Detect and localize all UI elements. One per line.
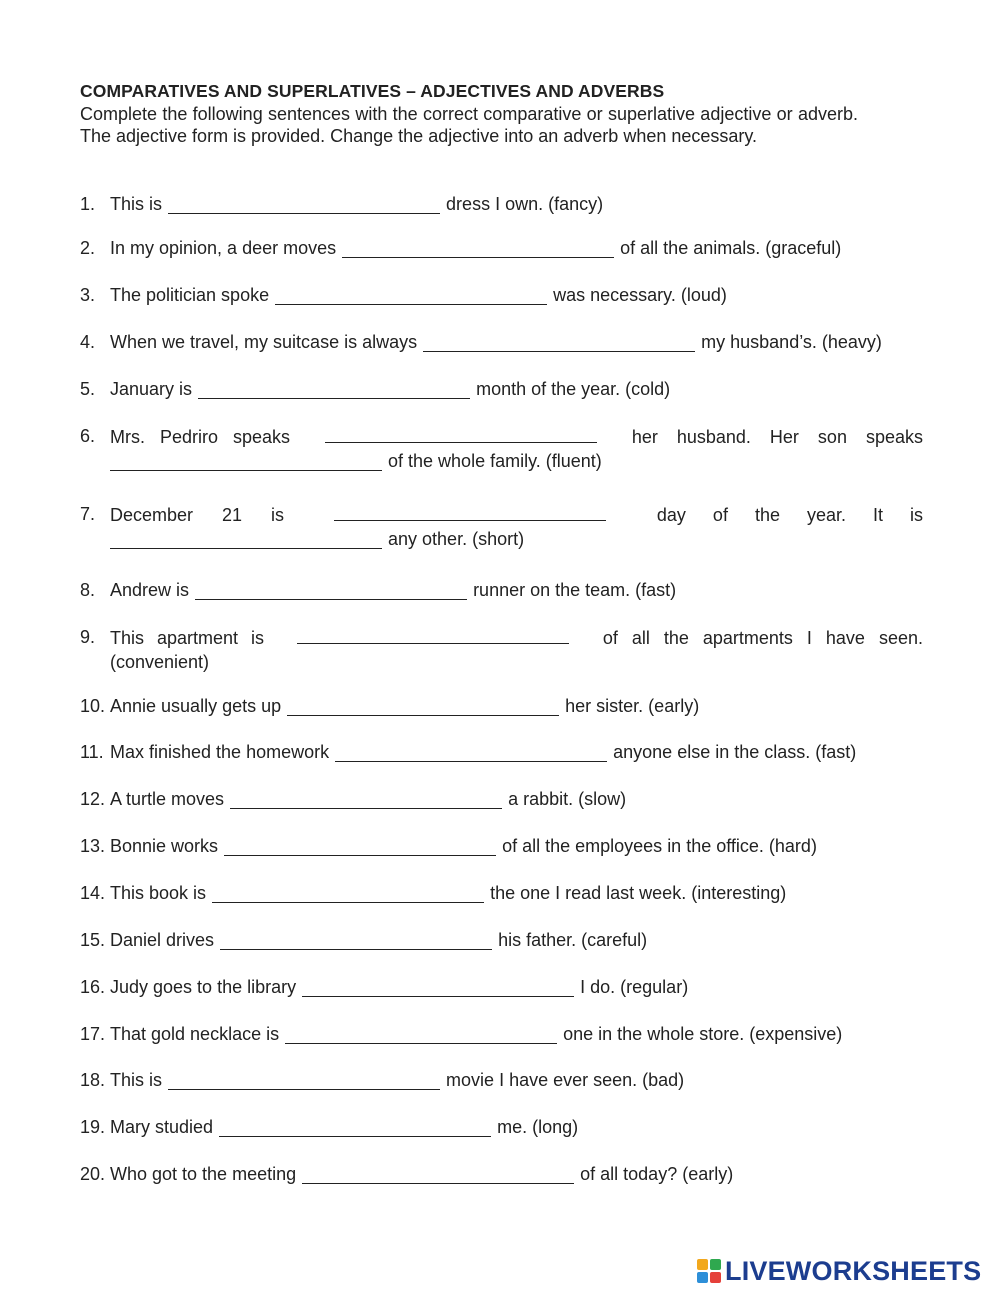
question-text: of all today? (early) [580, 1164, 734, 1184]
question-item [80, 740, 923, 764]
question-text: In my opinion, a deer moves [110, 238, 337, 258]
question-text: December 21 is [110, 505, 285, 525]
question-text: Judy goes to the library [110, 977, 297, 997]
question-number: 18. [80, 1070, 106, 1090]
question-item [80, 928, 923, 952]
question-number: 13. [80, 836, 106, 856]
question-item [80, 625, 923, 674]
question-text: January is [110, 379, 193, 399]
answer-blank[interactable] [335, 743, 607, 762]
question-item [80, 881, 923, 905]
answer-blank[interactable] [297, 625, 569, 644]
question-text: This is [110, 194, 163, 214]
question-number: 15. [80, 930, 106, 950]
question-text: Bonnie works [110, 836, 219, 856]
question-text: month of the year. (cold) [476, 379, 671, 399]
question-number: 19. [80, 1117, 106, 1137]
question-number: 6. [80, 426, 96, 446]
question-text: A turtle moves [110, 789, 225, 809]
question-item [80, 1068, 923, 1092]
question-text: of all the employees in the office. (hard) [502, 836, 817, 856]
answer-blank[interactable] [423, 333, 695, 352]
answer-blank[interactable] [110, 530, 382, 549]
answer-blank[interactable] [325, 424, 597, 443]
answer-blank[interactable] [220, 931, 492, 950]
question-text: Who got to the meeting [110, 1164, 297, 1184]
question-text: the one I read last week. (interesting) [490, 883, 787, 903]
question-text: Daniel drives [110, 930, 215, 950]
question-text: dress I own. (fancy) [446, 194, 604, 214]
question-item [80, 578, 923, 602]
question-item [80, 975, 923, 999]
question-text: his father. (careful) [498, 930, 648, 950]
question-text: I do. (regular) [580, 977, 689, 997]
question-item [80, 1022, 923, 1046]
question-text: Max finished the homework [110, 742, 330, 762]
question-number: 17. [80, 1024, 106, 1044]
question-item [80, 694, 923, 718]
question-item [80, 424, 923, 473]
answer-blank[interactable] [110, 452, 382, 471]
question-number: 20. [80, 1164, 106, 1184]
question-number: 7. [80, 504, 96, 524]
question-number: 4. [80, 332, 96, 352]
question-number: 8. [80, 580, 96, 600]
question-text: any other. (short) [388, 529, 525, 549]
question-number: 11. [80, 742, 104, 762]
answer-blank[interactable] [224, 837, 496, 856]
question-number: 14. [80, 883, 106, 903]
question-number: 1. [80, 194, 96, 214]
question-item [80, 236, 923, 260]
answer-blank[interactable] [302, 978, 574, 997]
question-item [80, 377, 923, 401]
question-item [80, 787, 923, 811]
question-number: 9. [80, 627, 96, 647]
logo-text: LIVEWORKSHEETS [725, 1255, 982, 1286]
answer-blank[interactable] [198, 380, 470, 399]
question-text: That gold necklace is [110, 1024, 280, 1044]
question-text: This is [110, 1070, 163, 1090]
question-text: movie I have ever seen. (bad) [446, 1070, 685, 1090]
question-text: her sister. (early) [565, 696, 700, 716]
answer-blank[interactable] [275, 286, 547, 305]
question-number: 10. [80, 696, 106, 716]
question-number: 12. [80, 789, 106, 809]
answer-blank[interactable] [230, 790, 502, 809]
worksheet [80, 80, 923, 147]
question-item [80, 502, 923, 551]
question-text: When we travel, my suitcase is always [110, 332, 418, 352]
answer-blank[interactable] [285, 1025, 557, 1044]
question-number: 2. [80, 238, 96, 258]
question-text: The politician spoke [110, 285, 270, 305]
worksheet-title: COMPARATIVES AND SUPERLATIVES – ADJECTIVES AND ADVERBS [80, 81, 665, 101]
question-text: This apartment is [110, 628, 265, 648]
question-text: Andrew is [110, 580, 190, 600]
question-text: (convenient) [110, 652, 210, 672]
question-number: 16. [80, 977, 106, 997]
question-text: Annie usually gets up [110, 696, 282, 716]
question-item [80, 283, 923, 307]
question-text: of the whole family. (fluent) [388, 451, 602, 471]
question-text: Mrs. Pedriro speaks [110, 427, 291, 447]
question-text: a rabbit. (slow) [508, 789, 627, 809]
answer-blank[interactable] [287, 697, 559, 716]
liveworksheets-logo[interactable] [697, 1256, 981, 1286]
liveworksheets-logo-icon [697, 1259, 723, 1283]
question-text: Mary studied [110, 1117, 214, 1137]
question-text: anyone else in the class. (fast) [613, 742, 857, 762]
question-text: me. (long) [497, 1117, 579, 1137]
question-text: of all the apartments I have seen. [602, 628, 923, 648]
question-text: of all the animals. (graceful) [620, 238, 842, 258]
question-number: 3. [80, 285, 96, 305]
question-item [80, 834, 923, 858]
answer-blank[interactable] [302, 1165, 574, 1184]
answer-blank[interactable] [342, 239, 614, 258]
question-item [80, 192, 923, 216]
question-text: her husband. Her son speaks [631, 427, 923, 447]
instructions: Complete the following sentences with the correct comparative or superlative adjective or adverb. The adjective form is provided. Change the adjective into an adverb when necessary. [80, 104, 858, 146]
question-text: my husband’s. (heavy) [701, 332, 882, 352]
answer-blank[interactable] [195, 581, 467, 600]
answer-blank[interactable] [334, 502, 606, 521]
question-text: runner on the team. (fast) [473, 580, 677, 600]
question-item [80, 330, 923, 354]
answer-blank[interactable] [168, 195, 440, 214]
answer-blank[interactable] [219, 1118, 491, 1137]
question-text: one in the whole store. (expensive) [563, 1024, 843, 1044]
question-item [80, 1162, 923, 1186]
question-text: was necessary. (loud) [553, 285, 727, 305]
question-item [80, 1115, 923, 1139]
question-number: 5. [80, 379, 96, 399]
question-text: day of the year. It is [656, 505, 923, 525]
answer-blank[interactable] [168, 1071, 440, 1090]
answer-blank[interactable] [212, 884, 484, 903]
question-text: This book is [110, 883, 207, 903]
